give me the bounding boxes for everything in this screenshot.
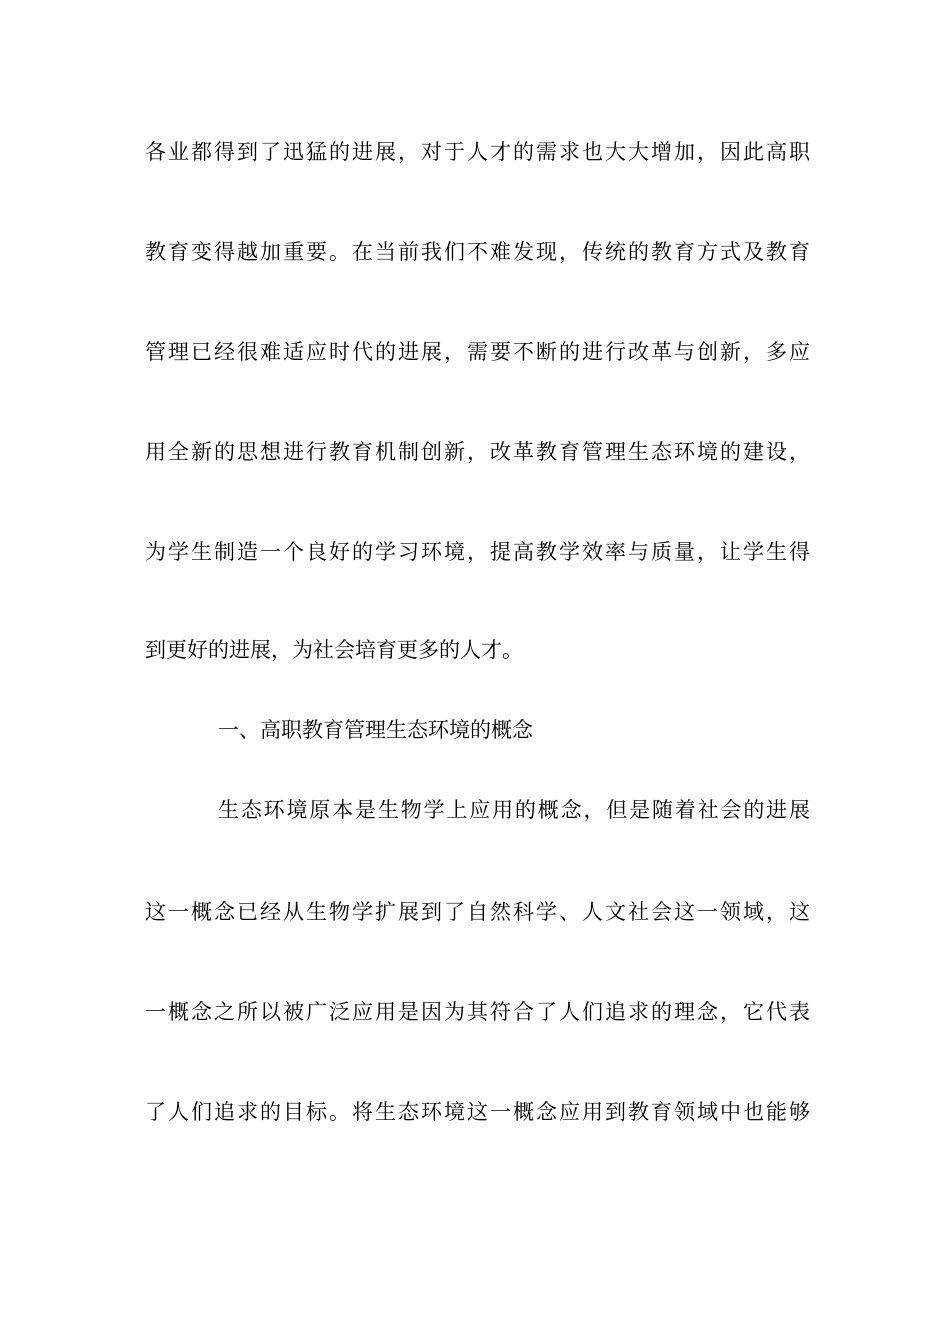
section-heading: 一、高职教育管理生态环境的概念 xyxy=(218,718,533,742)
section-paragraph-line-3: 一概念之所以被广泛应用是因为其符合了人们追求的理念，它代表 xyxy=(145,1000,810,1024)
paragraph-line-4: 用全新的思想进行教育机制创新，改革教育管理生态环境的建设， xyxy=(145,440,810,464)
section-paragraph-line-2: 这一概念已经从生物学扩展到了自然科学、人文社会这一领域，这 xyxy=(145,900,810,924)
paragraph-line-6: 到更好的进展，为社会培育更多的人才。 xyxy=(145,638,523,662)
section-paragraph-line-1: 生态环境原本是生物学上应用的概念，但是随着社会的进展 xyxy=(218,798,810,822)
paragraph-line-3: 管理已经很难适应时代的进展，需要不断的进行改革与创新，多应 xyxy=(145,340,810,364)
paragraph-line-1: 各业都得到了迅猛的进展，对于人才的需求也大大增加，因此高职 xyxy=(145,140,810,164)
paragraph-line-2: 教育变得越加重要。在当前我们不难发现，传统的教育方式及教育 xyxy=(145,240,810,264)
paragraph-line-5: 为学生制造一个良好的学习环境，提高教学效率与质量，让学生得 xyxy=(145,540,810,564)
section-paragraph-line-4: 了人们追求的目标。将生态环境这一概念应用到教育领域中也能够 xyxy=(145,1100,810,1124)
